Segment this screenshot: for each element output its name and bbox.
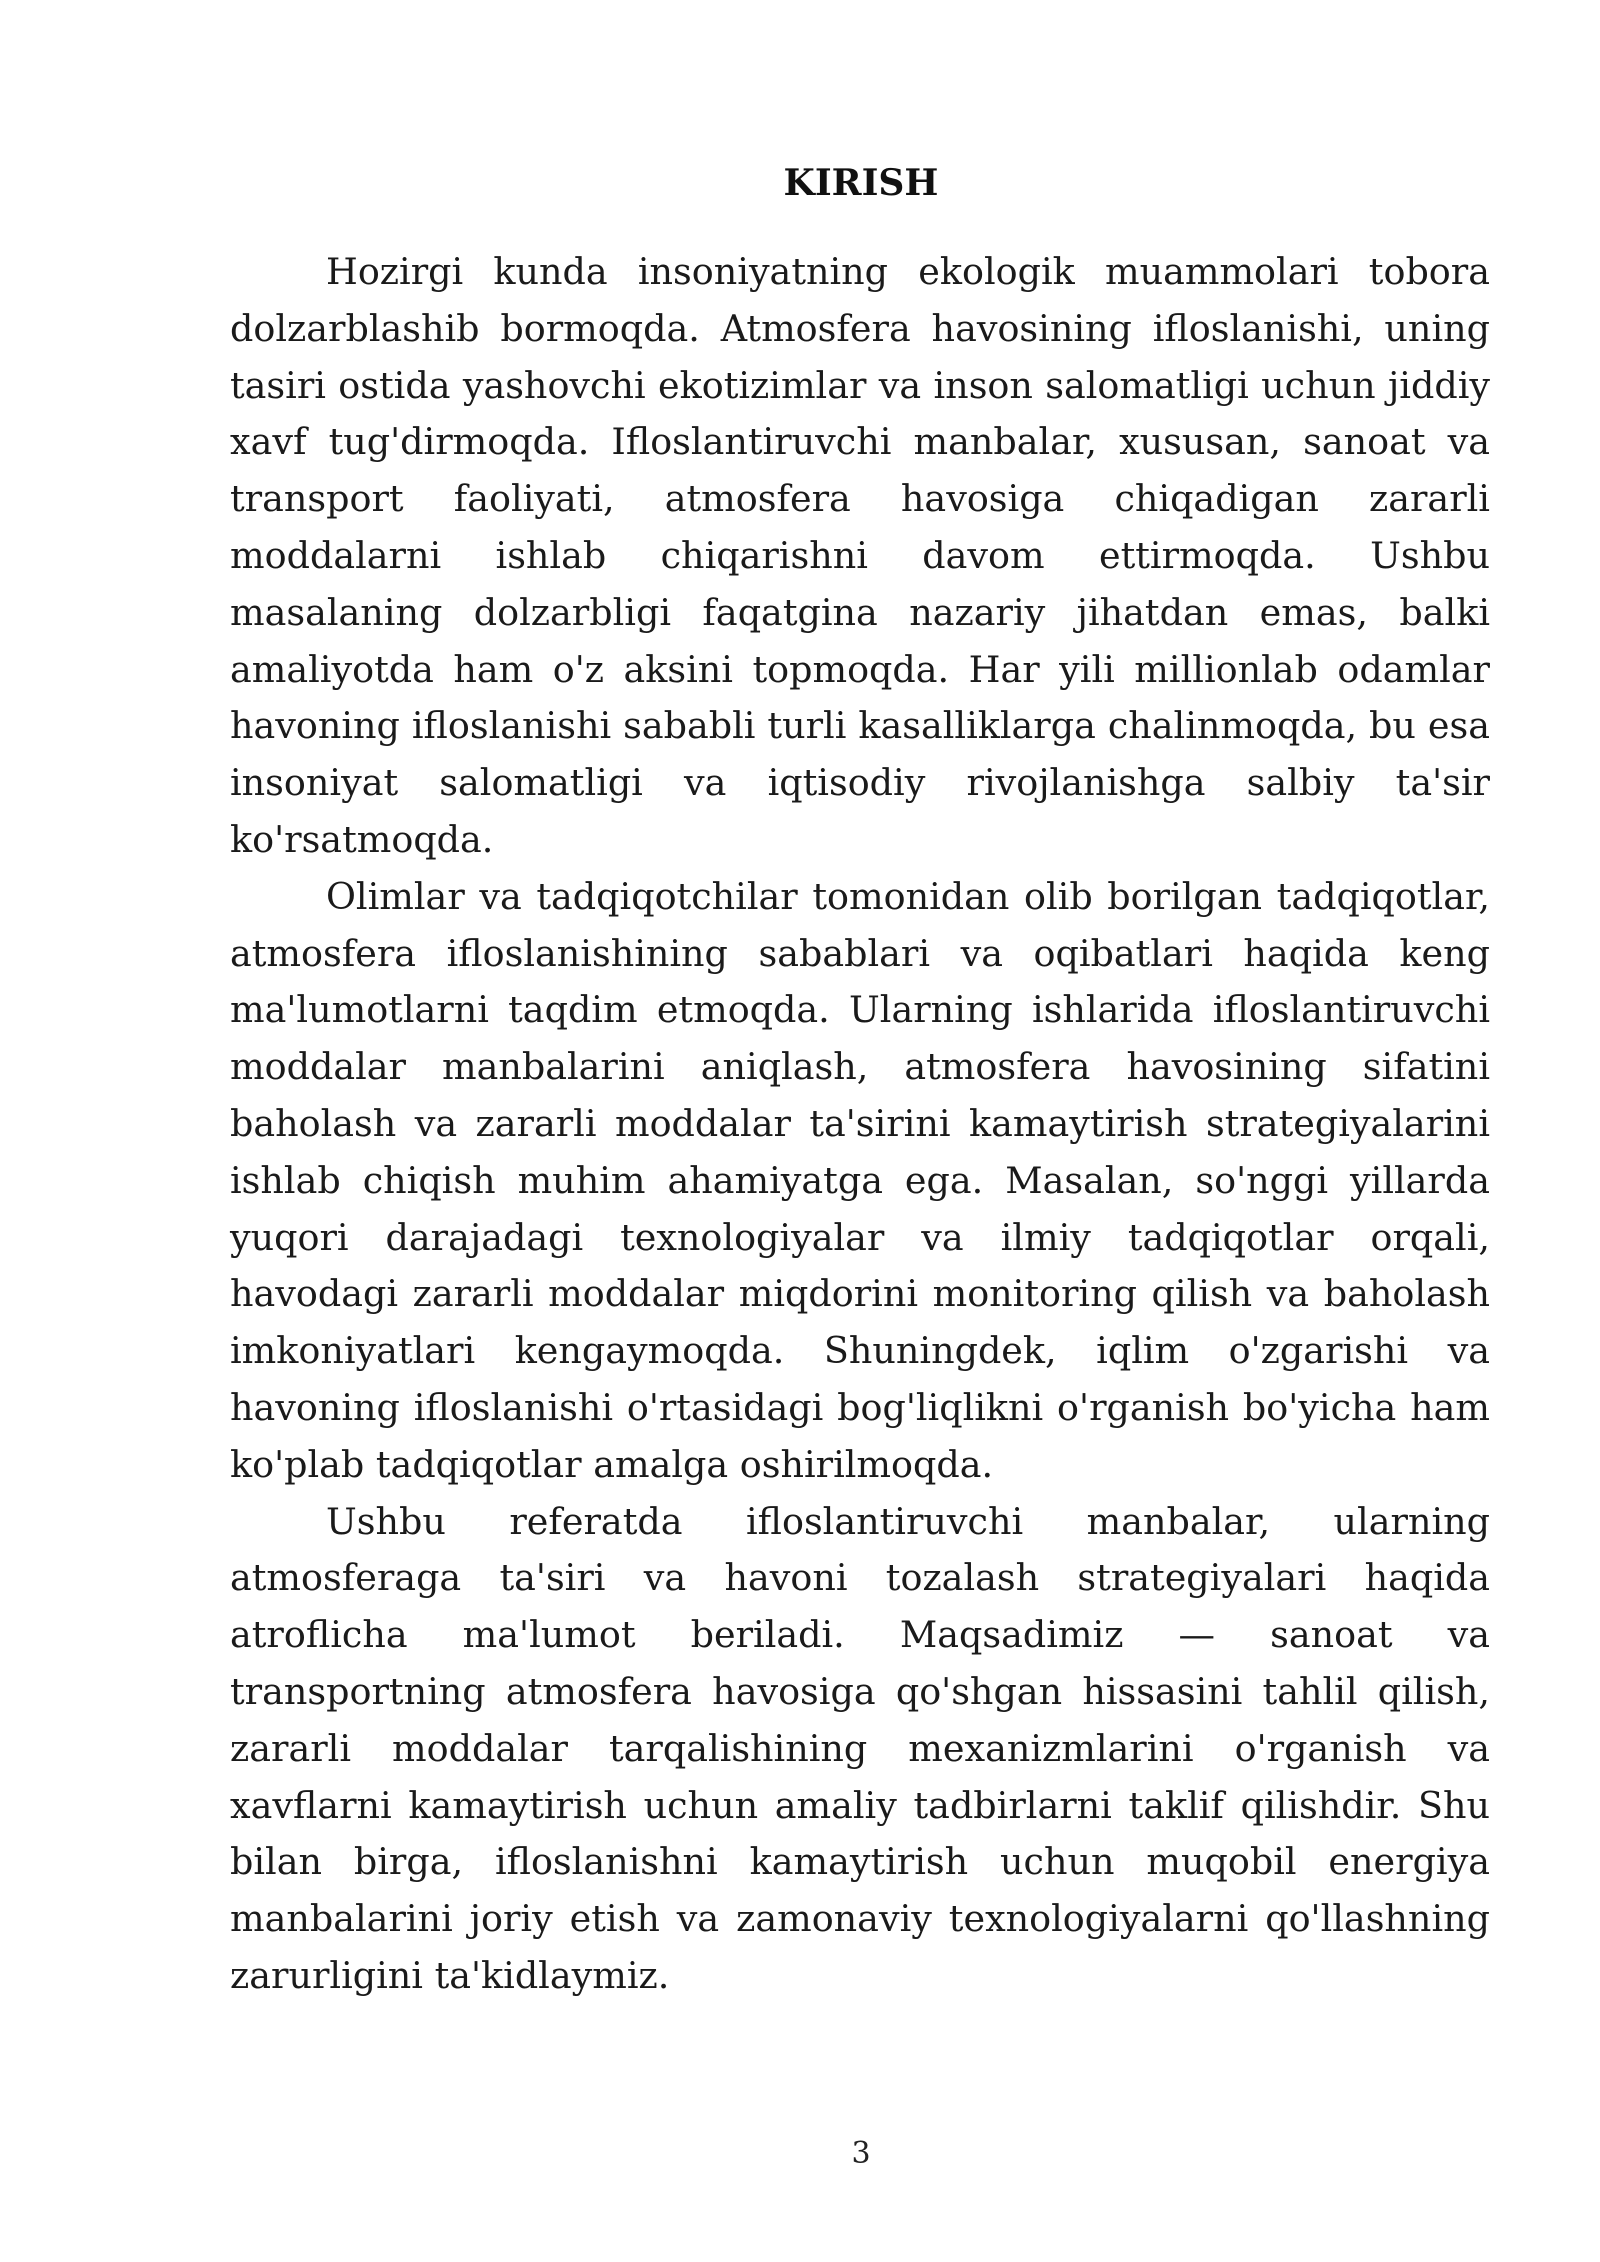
page-number: 3: [851, 2136, 871, 2171]
paragraph-3: Ushbu referatda ifloslantiruvchi manbalar, ularning atmosferaga ta'siri va havoni tozalash strategiyalari haqida atroflicha ma'lumot beriladi. Maqsadimiz — sanoat va transportning atmosfera havosiga qo'shgan hissasini tahlil qilish, zararli moddalar tarqalishining mexanizmlarini o'rganish va xavflarni kamaytirish uchun amaliy tadbirlarni taklif qilishdir. Shu bilan birga, ifloslanishni kamaytirish uchun muqobil energiya manbalarini joriy etish va zamonaviy texnologiyalarni qo'llashning zarurligini ta'kidlaymiz.: [230, 1499, 1490, 1997]
document-body: [230, 244, 1490, 2005]
paragraph-2: Olimlar va tadqiqotchilar tomonidan olib borilgan tadqiqotlar, atmosfera ifloslanishining sabablari va oqibatlari haqida keng ma'lumotlarni taqdim etmoqda. Ularning ishlarida ifloslantiruvchi moddalar manbalarini aniqlash, atmosfera havosining sifatini baholash va zararli moddalar ta'sirini kamaytirish strategiyalarini ishlab chiqish muhim ahamiyatga ega. Masalan, so'nggi yillarda yuqori darajadagi texnologiyalar va ilmiy tadqiqotlar orqali, havodagi zararli moddalar miqdorini monitoring qilish va baholash imkoniyatlari kengaymoqda. Shuningdek, iqlim o'zgarishi va havoning ifloslanishi o'rtasidagi bog'liqlikni o'rganish bo'yicha ham ko'plab tadqiqotlar amalga oshirilmoqda.: [230, 874, 1490, 1486]
page-title: KIRISH: [783, 162, 939, 204]
paragraph-1: Hozirgi kunda insoniyatning ekologik muammolari tobora dolzarblashib bormoqda. Atmosfera havosining ifloslanishi, uning tasiri ostida yashovchi ekotizimlar va inson salomatligi uchun jiddiy xavf tug'dirmoqda. Ifloslantiruvchi manbalar, xususan, sanoat va transport faoliyati, atmosfera havosiga chiqadigan zararli moddalarni ishlab chiqarishni davom ettirmoqda. Ushbu masalaning dolzarbligi faqatgina nazariy jihatdan emas, balki amaliyotda ham o'z aksini topmoqda. Har yili millionlab odamlar havoning ifloslanishi sababli turli kasalliklarga chalinmoqda, bu esa insoniyat salomatligi va iqtisodiy rivojlanishga salbiy ta'sir ko'rsatmoqda.: [230, 250, 1490, 861]
